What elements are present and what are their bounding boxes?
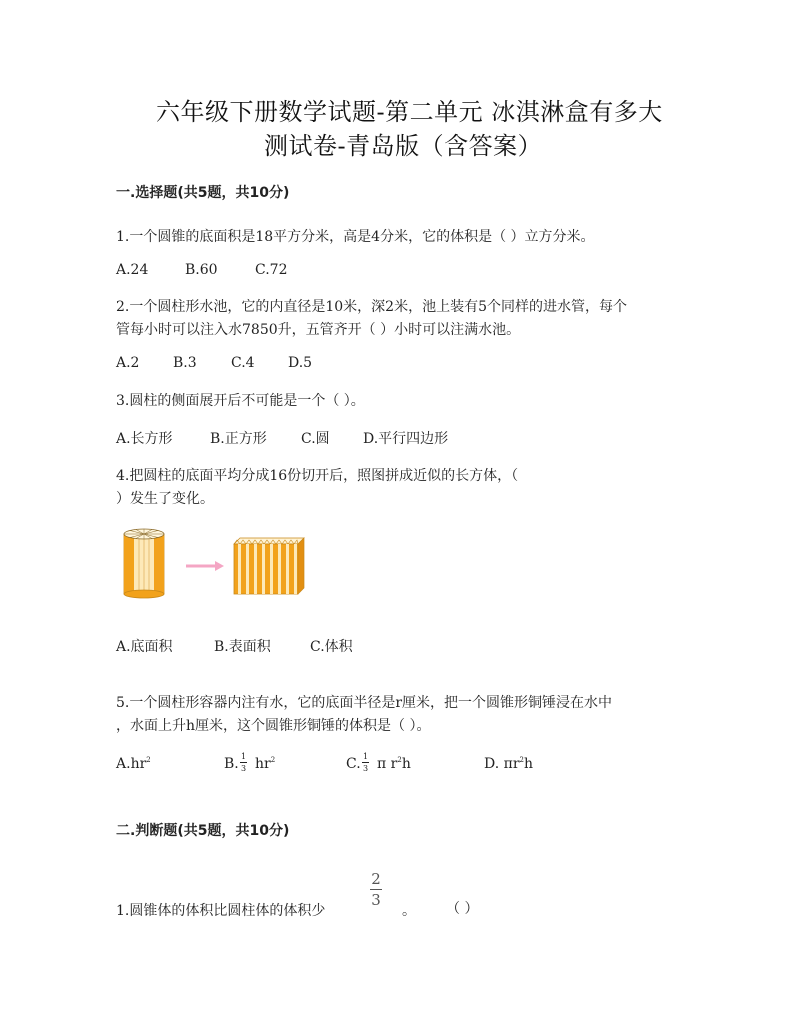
q4-option-a: A.底面积 [116,639,173,655]
question-3-text: 3.圆柱的侧面展开后不可能是一个（ ）。 [116,393,365,409]
q1-option-c: C.72 [255,262,288,278]
q5-option-c-label: C. [346,756,361,772]
judge-q1-fraction: 2 3 [371,870,381,909]
q5-option-d: D. $\pi r^2h$ [484,756,534,772]
prism-illustration [234,538,304,594]
q3-option-c: C.圆 [301,431,330,447]
section2-heading: 二.判断题(共5题，共10分) [116,823,290,839]
q2-option-d: D.5 [288,355,313,371]
q3-option-b: B.正方形 [210,431,267,447]
q3-option-a: A.长方形 [116,431,173,447]
question-1-text: 1.一个圆锥的底面积是18平方分米，高是4分米，它的体积是（ ）立方分米。 [116,229,595,245]
q1-option-b: B.60 [185,262,218,278]
q3-option-d: D.平行四边形 [363,431,449,447]
cylinder-illustration [124,529,164,598]
q2-option-b: B.3 [173,355,197,371]
question-2-line1: 2.一个圆柱形水池，它的内直径是10米，深2米，池上装有5个同样的进水管，每个 [116,299,627,315]
page-title-line2: 测试卷-青岛版（含答案） [264,132,543,160]
q5-option-b-label: B. [224,756,239,772]
q2-option-c: C.4 [231,355,255,371]
q4-option-b: B.表面积 [214,639,271,655]
q2-option-a: A.2 [116,355,140,371]
question-5-line1: 5.一个圆柱形容器内注有水，它的底面半径是r厘米，把一个圆锥形铜锤浸在水中 [116,695,613,711]
transform-arrow-icon [186,561,224,571]
q5-option-b-expr: $hr^2$ [255,756,276,772]
question-4-line2: ）发生了变化。 [116,491,214,507]
section1-heading: 一.选择题(共5题，共10分) [116,185,290,201]
question-5-line2: ，水面上升h厘米，这个圆锥形铜锤的体积是（ ）。 [116,718,431,734]
q5-option-b-fraction: 1 3 [240,752,247,773]
question-4-line1: 4.把圆柱的底面平均分成16份切开后，照图拼成近似的长方体，（ [116,468,519,484]
q5-option-c-expr: π $r^2h$ [377,756,411,772]
judge-q1-period: 。 [402,903,416,919]
question-2-line2: 管每小时可以注入水7850升，五管齐开（ ）小时可以注满水池。 [116,322,521,338]
q5-option-c-fraction: 1 3 [362,752,369,773]
judge-q1-answer-blank: （ ） [446,901,479,917]
page-title-line1: 六年级下册数学试题-第二单元 冰淇淋盒有多大 [156,98,663,126]
q5-option-a: $A.hr^2$ [116,756,151,772]
judge-question-1-text: 1.圆锥体的体积比圆柱体的体积少 [116,903,326,919]
cylinder-to-prism-figure [118,524,310,604]
q4-option-c: C.体积 [310,639,353,655]
q1-option-a: A.24 [116,262,149,278]
